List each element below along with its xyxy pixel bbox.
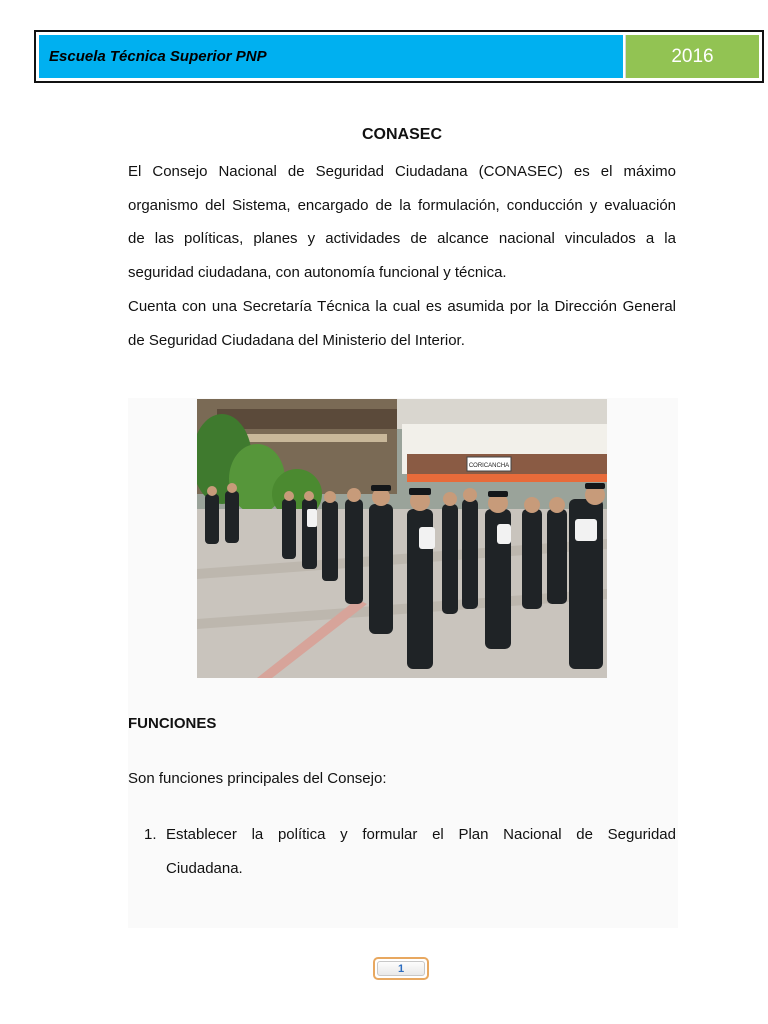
page-number-badge [373, 957, 429, 980]
header-school-name: Escuela Técnica Superior PNP [39, 35, 625, 78]
paragraph-line: de las políticas, planes y actividades de alcance nacional vinculados a la [128, 230, 676, 248]
page-header [34, 30, 764, 83]
list-item [144, 818, 676, 885]
paragraph-line: organismo del Sistema, encargado de la formulación, conducción y evaluación [128, 196, 676, 214]
photo-sign-text: CORICANCHA [468, 463, 510, 469]
document-title: CONASEC [361, 126, 442, 143]
list-item-line: Establecer la política y formular el Plan Nacional de Seguridad [166, 826, 676, 843]
list-item-line: Ciudadana. [166, 859, 243, 877]
paragraph-conasec-description [128, 155, 676, 290]
functions-intro: Son funciones principales del Consejo: [128, 770, 387, 787]
paragraph-secretaria-tecnica [128, 290, 676, 357]
paragraph-line: El Consejo Nacional de Seguridad Ciudadana (CONASEC) es el máximo [128, 163, 676, 180]
page-number: 1 [377, 961, 425, 976]
section-title-funciones: FUNCIONES [128, 715, 217, 732]
list-number: 1. [144, 826, 157, 843]
header-year: 2016 [625, 35, 759, 78]
paragraph-line: seguridad ciudadana, con autonomía funcional y técnica. [128, 264, 507, 282]
paragraph-line: de Seguridad Ciudadana del Ministerio del Interior. [128, 331, 465, 349]
police-formation-photo [197, 399, 607, 678]
paragraph-line: Cuenta con una Secretaría Técnica la cual es asumida por la Dirección General [128, 298, 676, 315]
